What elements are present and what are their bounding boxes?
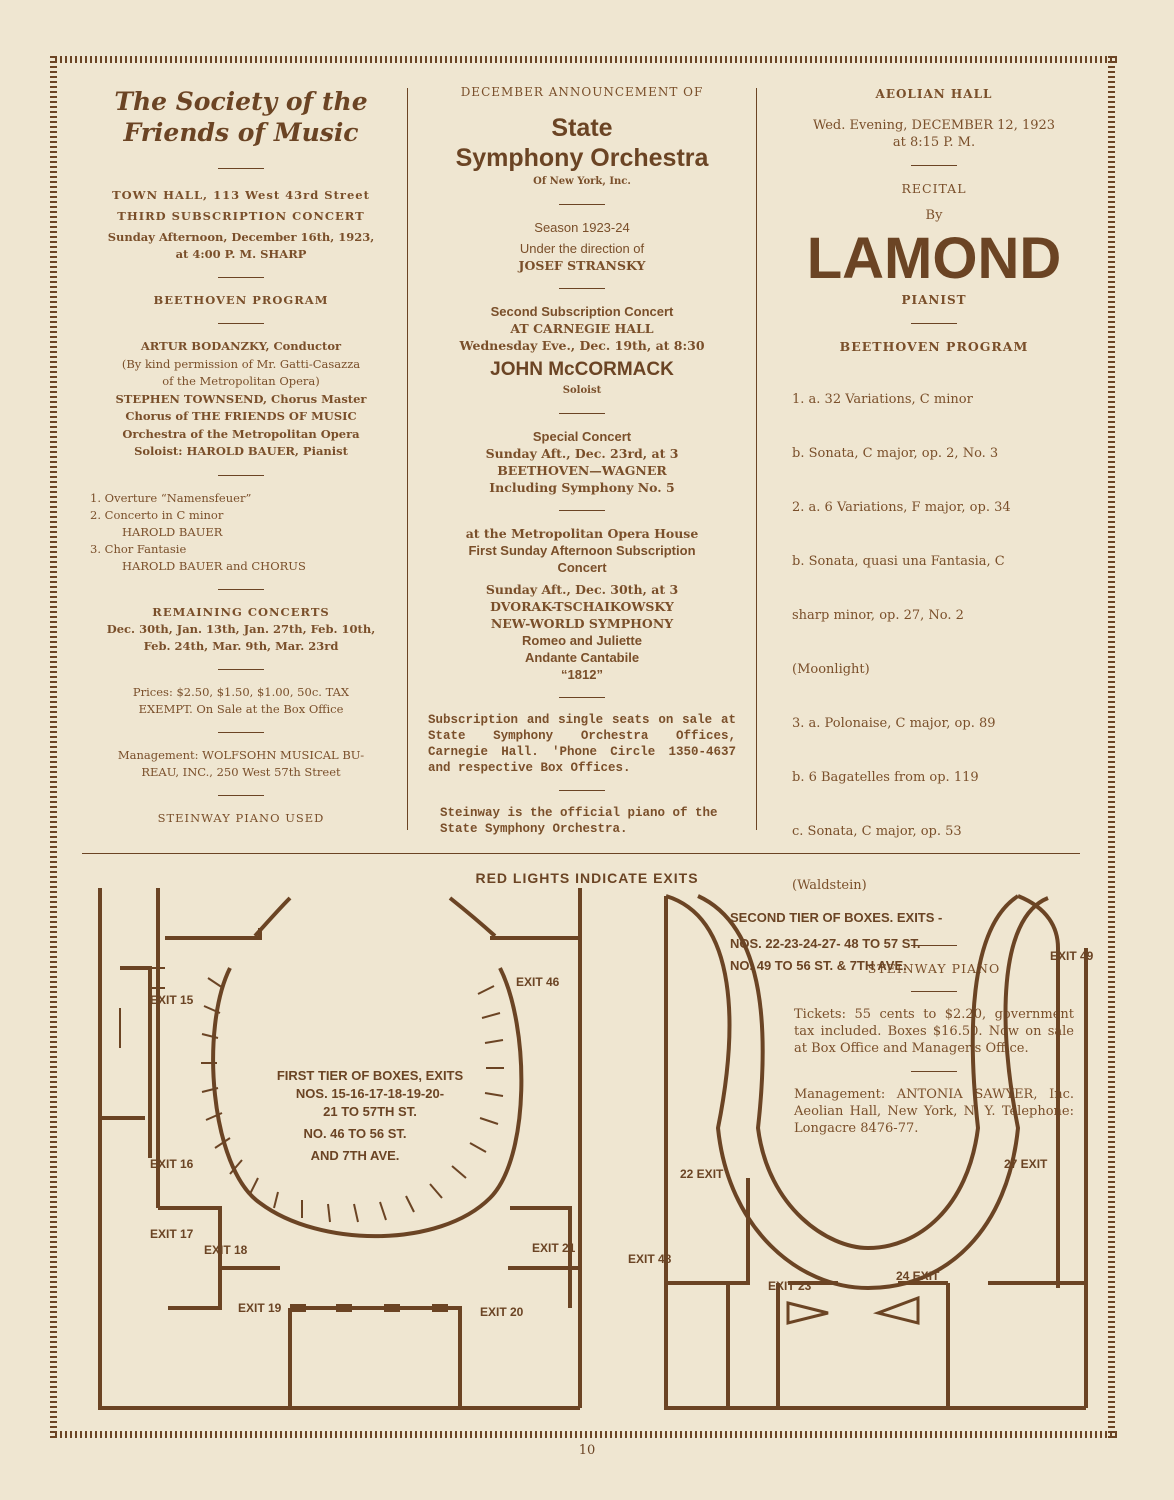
concert-date: Sunday Afternoon, December 16th, 1923, [107, 230, 375, 244]
recital-date: Wed. Evening, DECEMBER 12, 1923 [812, 118, 1056, 133]
concert-program: DVORAK-TSCHAIKOWSKY [490, 599, 674, 614]
by-label: By [925, 208, 943, 223]
rule [559, 790, 605, 791]
concert-venue: AT CARNEGIE HALL [510, 321, 654, 336]
concert-name: THIRD SUBSCRIPTION CONCERT [117, 209, 365, 223]
society-title: The Society of the Friends of Music [114, 87, 368, 147]
concert-date: Sunday Aft., Dec. 23rd, at 3 [485, 446, 679, 461]
concert-program: BEETHOVEN—WAGNER [497, 463, 667, 478]
program-item: b. Sonata, C major, op. 2, No. 3 [792, 446, 999, 461]
concert-time: at 4:00 P. M. SHARP [175, 247, 307, 261]
floor-plan-title: RED LIGHTS INDICATE EXITS [475, 870, 699, 886]
recital-label: RECITAL [901, 181, 967, 196]
concert-title: Second Subscription Concert [490, 304, 674, 319]
exit-label: EXIT 20 [480, 1305, 524, 1319]
work-item: 1. Overture “Namensfeuer” [90, 490, 252, 505]
exit-label: EXIT 15 [150, 993, 194, 1007]
management: Management: WOLFSOHN MUSICAL BU- [117, 747, 365, 762]
piano-note: STEINWAY PIANO [867, 961, 1001, 976]
program-item: 1. a. 32 Variations, C minor [792, 392, 973, 407]
first-tier-floor-plan [80, 888, 600, 1418]
program-item: (Waldstein) [792, 878, 867, 893]
program-list [764, 355, 1104, 931]
steinway-note: Steinway is the official piano of the State Symphony Orchestra. [440, 806, 718, 836]
plan-caption: FIRST TIER OF BOXES, EXITS [276, 1068, 464, 1083]
concert-title: First Sunday Afternoon Subscription [468, 543, 696, 558]
rule [559, 697, 605, 698]
second-tier-floor-plan [618, 888, 1108, 1418]
concert-program: NEW-WORLD SYMPHONY [490, 616, 674, 631]
exit-label: EXIT 49 [1050, 949, 1094, 963]
rule [559, 288, 605, 289]
remaining-dates: Dec. 30th, Jan. 13th, Jan. 27th, Feb. 10th, [106, 621, 376, 636]
plan-caption: NO. 49 TO 56 ST. & 7TH AVE. [730, 958, 907, 973]
management: REAU, INC., 250 West 57th Street [141, 764, 341, 779]
concert-program: Andante Cantabile [524, 650, 640, 665]
remaining-heading: REMAINING CONCERTS [152, 604, 330, 619]
performer-role: PIANIST [901, 293, 967, 307]
concert-title: Special Concert [532, 429, 632, 444]
rule [218, 323, 264, 324]
exit-label: EXIT 48 [628, 1252, 672, 1266]
border-left [50, 56, 57, 1438]
performer-name: LAMOND [806, 226, 1062, 291]
program-item: c. Sonata, C major, op. 53 [792, 824, 962, 839]
border-bottom [55, 1431, 1117, 1438]
orchestra-name-l2: Symphony Orchestra [455, 144, 709, 172]
concert-date: Wednesday Eve., Dec. 19th, at 8:30 [459, 338, 705, 353]
rule [218, 669, 264, 670]
plan-caption: 21 TO 57TH ST. [323, 1104, 417, 1119]
concert-date: Sunday Aft., Dec. 30th, at 3 [485, 582, 679, 597]
plan-caption: AND 7TH AVE. [310, 1148, 400, 1163]
direction: Under the direction of [519, 241, 645, 256]
management: Management: ANTONIA SAWYER, Inc. Aeolian Hall, New York, N. Y. Telephone: Longacre 8476-77. [794, 1087, 1074, 1136]
border-right [1108, 56, 1115, 1438]
program-heading: BEETHOVEN PROGRAM [839, 339, 1029, 354]
work-item: 2. Concerto in C minor [90, 507, 224, 522]
exit-label: 24 EXIT [896, 1269, 940, 1283]
recital-time: at 8:15 P. M. [892, 135, 976, 150]
orchestra-name-l1: State [551, 114, 613, 142]
exit-label: EXIT 19 [238, 1301, 282, 1315]
orchestra-inc: Of New York, Inc. [533, 176, 631, 187]
plan-caption: SECOND TIER OF BOXES. EXITS - [730, 910, 943, 925]
plan-caption: NO. 46 TO 56 ST. [303, 1126, 407, 1141]
rule [218, 732, 264, 733]
page-number: 10 [578, 1443, 596, 1458]
concert-program: Including Symphony No. 5 [489, 480, 675, 495]
program-item: b. Sonata, quasi una Fantasia, C [792, 554, 1005, 569]
rule [911, 165, 957, 166]
exit-label: EXIT 18 [204, 1243, 248, 1257]
exit-label: EXIT 17 [150, 1227, 194, 1241]
rule [218, 168, 264, 169]
concert-venue: at the Metropolitan Opera House [465, 526, 699, 541]
director: JOSEF STRANSKY [518, 258, 646, 273]
soloist-name: JOHN McCORMACK [490, 359, 674, 380]
exit-label: EXIT 21 [532, 1241, 576, 1255]
concert-program: Romeo and Juliette [522, 633, 642, 648]
soloist-label: Soloist [562, 385, 602, 396]
plan-caption: NOS. 22-23-24-27- 48 TO 57 ST. [730, 936, 921, 951]
exit-label: 22 EXIT [680, 1167, 724, 1181]
prices: EXEMPT. On Sale at the Box Office [138, 701, 344, 716]
subscription-info: Subscription and single seats on sale at State Symphony Orchestra Offices, Carnegie Hall. 'Phone Circle 1350-4637 and respective Box Offices. [428, 713, 736, 775]
state-symphony-column [414, 84, 750, 837]
work-item: 3. Chor Fantasie [90, 541, 187, 556]
program-item: 2. a. 6 Variations, F major, op. 34 [792, 500, 1011, 515]
rule [218, 475, 264, 476]
venue: TOWN HALL, 113 West 43rd Street [112, 188, 370, 202]
exit-label: EXIT 46 [516, 975, 560, 989]
concert-program: “1812” [561, 667, 603, 682]
rule [559, 204, 605, 205]
concert-title: Concert [557, 560, 607, 575]
program-heading: BEETHOVEN PROGRAM [153, 293, 329, 307]
program-item: sharp minor, op. 27, No. 2 [792, 608, 964, 623]
piano-note: STEINWAY PIANO USED [157, 810, 325, 825]
rule [559, 413, 605, 414]
rule [911, 323, 957, 324]
exit-label: EXIT 23 [768, 1279, 812, 1293]
ticket-info: Tickets: 55 cents to $2.20, government tax included. Boxes $16.50. Now on sale at Box Office and Manager's Office. [794, 1007, 1074, 1056]
remaining-dates: Feb. 24th, Mar. 9th, Mar. 23rd [143, 638, 339, 653]
exit-label: 27 EXIT [1004, 1157, 1048, 1171]
border-top [55, 56, 1117, 63]
announcement: DECEMBER ANNOUNCEMENT OF [460, 85, 704, 99]
exit-label: EXIT 16 [150, 1157, 194, 1171]
credits: ARTUR BODANZKY, Conductor (By kind permission of Mr. Gatti-Casazza of the Metropolitan Opera) STEPHEN TOWNSEND, Chorus Master Chorus of THE FRIENDS OF MUSIC Orchestra of the Metropolitan Opera Soloist: HAROLD BAUER, Pianist [115, 339, 367, 458]
column-divider [407, 88, 408, 830]
column-divider [756, 88, 757, 830]
friends-of-music-column [82, 86, 400, 827]
program-item: (Moonlight) [792, 662, 870, 677]
plan-caption: NOS. 15-16-17-18-19-20- [295, 1086, 445, 1101]
rule [559, 510, 605, 511]
venue: AEOLIAN HALL [875, 87, 993, 101]
season: Season 1923-24 [534, 220, 630, 235]
rule [218, 795, 264, 796]
works-list: 1. Overture “Namensfeuer” 2. Concerto in C minor HAROLD BAUER 3. Chor Fantasie HAROLD BAUER and CHORUS [82, 490, 400, 575]
rule [218, 589, 264, 590]
program-item: b. 6 Bagatelles from op. 119 [792, 770, 979, 785]
prices: Prices: $2.50, $1.50, $1.00, 50c. TAX [132, 684, 350, 699]
program-item: 3. a. Polonaise, C major, op. 89 [792, 716, 996, 731]
rule [218, 277, 264, 278]
